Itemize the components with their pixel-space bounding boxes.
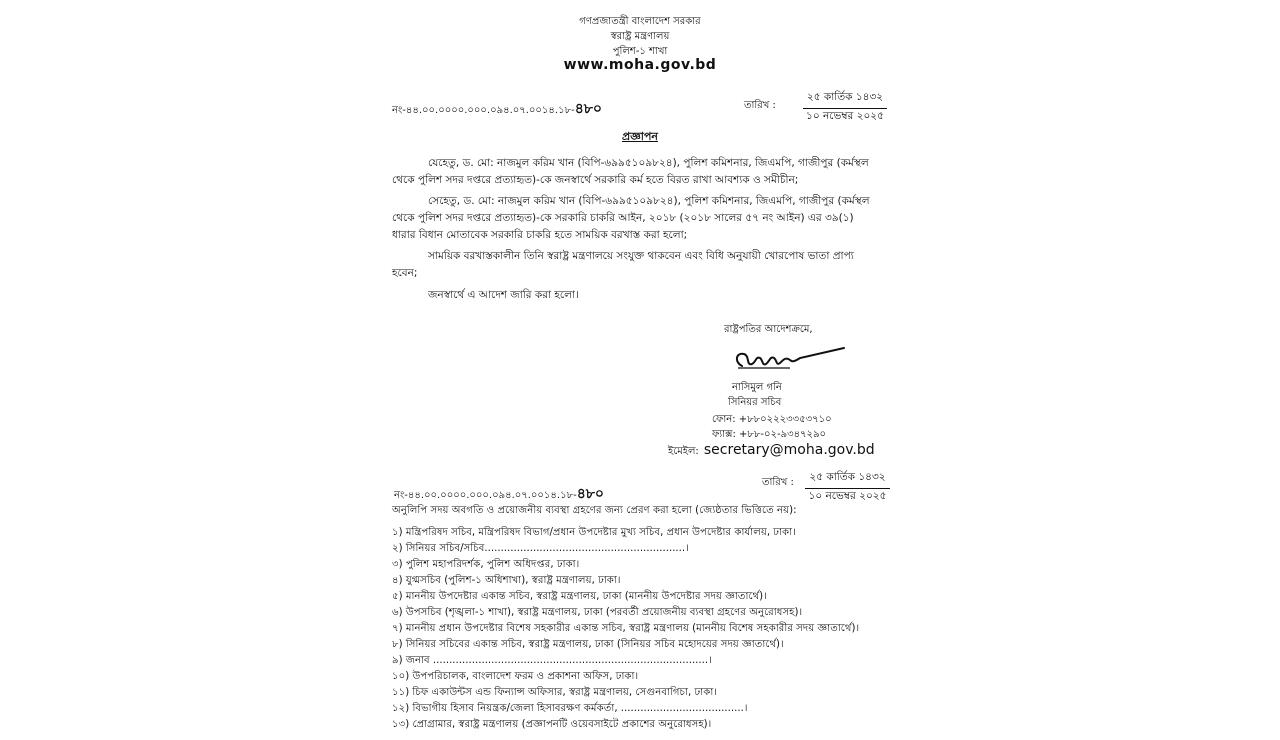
header-website: www.moha.gov.bd [563,57,717,73]
list-item: ১৩) প্রোগ্রামার, স্বরাষ্ট্র মন্ত্রণালয় (প্রজ্ঞাপনটি ওয়েবসাইটে প্রকাশের অনুরোধসহ)। [392,719,712,730]
copy-number-suffix: ৪৮০ [576,486,604,502]
para2-line2: থেকে পুলিশ সদর দপ্তরে প্রত্যাহৃত)-কে সরকারি চাকরি আইন, ২০১৮ (২০১৮ সালের ৫৭ নং আইন) এর ৩৯(১) [392,212,854,224]
list-item: ৩) পুলিশ মহাপরিদর্শক, পুলিশ অধিদপ্তর, ঢাকা। [392,559,580,570]
para1-line1: যেহেতু, ড. মো: নাজমুল করিম খান (বিপি-৬৯৯৫১০৯৮২৪), পুলিশ কমিশনার, জিএমপি, গাজীপুর (কর্মস্থল [428,157,869,169]
email-label: ইমেইল: [668,446,699,457]
copy-date-label: তারিখ : [762,477,794,488]
list-item: ৮) সিনিয়র সচিবের একান্ত সচিব, স্বরাষ্ট্র মন্ত্রণালয়, ঢাকা (সিনিয়র সচিব মহোদয়ের সদয় জ্ঞাতার্থে)। [392,639,784,650]
memo-date-bangla: ২৫ কার্তিক ১৪৩২ [803,90,887,109]
list-item: ১০) উপপরিচালক, বাংলাদেশ ফরম ও প্রকাশনা অফিস, ঢাকা। [392,671,639,682]
list-item: ১) মন্ত্রিপরিষদ সচিব, মন্ত্রিপরিষদ বিভাগ/প্রধান উপদেষ্টার মুখ্য সচিব, প্রধান উপদেষ্টার কার্যালয়, ঢাকা। [392,527,796,538]
memo-date-english: ১০ নভেম্বর ২০২৫ [806,110,884,122]
para4: জনস্বার্থে এ আদেশ জারি করা হলো। [428,289,579,301]
para3-line2: হবেন; [392,267,418,279]
para2-line1: সেহেতু, ড. মো: নাজমুল করিম খান (বিপি-৬৯৯৫১০৯৮২৪), পুলিশ কমিশনার, জিএমপি, গাজীপুর (কর্মস্থল [428,195,870,207]
memo-number [392,97,602,121]
para3-line1: সাময়িক বরখাস্তকালীন তিনি স্বরাষ্ট্র মন্ত্রণালয়ে সংযুক্ত থাকবেন এবং বিধি অনুযায়ী খোরপোষ ভাতা প্রাপ্য [428,250,854,262]
signature-image [730,344,850,374]
by-order-text: রাষ্ট্রপতির আদেশক্রমে, [724,324,813,335]
notice-title: প্রজ্ঞাপন [622,130,658,143]
header-government: গণপ্রজাতন্ত্রী বাংলাদেশ সরকার [579,16,701,27]
email-address[interactable]: secretary@moha.gov.bd [703,442,875,458]
signatory-fax: ফ্যাক্স: +৮৮-০২-৯৩৪৭২৯০ [712,429,827,440]
para2-line3: ধারার বিধান মোতাবেক সরকারি চাকরি হতে সাময়িক বরখাস্ত করা হলো; [392,229,688,241]
memo-date [800,90,890,126]
signatory-phone: ফোন: +৮৮০২২২৩৩৫৩৭১০ [712,414,832,425]
signatory-designation: সিনিয়র সচিব [728,397,782,408]
signatory-email-line [668,439,875,461]
signatory-name: নাসিমুল গনি [732,382,782,393]
header-section: পুলিশ-১ শাখা [612,46,668,57]
memo-number-prefix: নং-৪৪.০০.০০০০.০০০.০৯৪.০৭.০০১৪.১৮- [392,105,575,116]
list-item: ৭) মাননীয় প্রধান উপদেষ্টার বিশেষ সহকারীর একান্ত সচিব, স্বরাষ্ট্র মন্ত্রণালয় (মাননীয় বিশেষ সহকারীর সদয় জ্ঞাতার্থে)। [392,623,860,634]
list-item: ১২) বিভাগীয় হিসাব নিয়ন্ত্রক/জেলা হিসাবরক্ষণ কর্মকর্তা, ......................................। [392,703,748,714]
header-ministry: স্বরাষ্ট্র মন্ত্রণালয় [610,31,670,42]
para1-line2: থেকে পুলিশ সদর দপ্তরে প্রত্যাহৃত)-কে জনস্বার্থে সরকারি কর্ম হতে বিরত রাখা আবশ্যক ও সমীচীন; [392,174,799,186]
list-item: ৫) মাননীয় উপদেষ্টার একান্ত সচিব, স্বরাষ্ট্র মন্ত্রণালয়, ঢাকা (মাননীয় উপদেষ্টার সদয় জ্ঞাতার্থে)। [392,591,767,602]
copy-date-bangla: ২৫ কার্তিক ১৪৩২ [805,470,889,489]
list-item: ২) সিনিয়র সচিব/সচিব..............................................................। [392,543,689,554]
memo-date-label: তারিখ : [744,100,776,111]
list-item: ৪) যুগ্মসচিব (পুলিশ-১ অধিশাখা), স্বরাষ্ট্র মন্ত্রণালয়, ঢাকা। [392,575,621,586]
copy-date-english: ১০ নভেম্বর ২০২৫ [808,490,887,502]
memo-number-suffix: ৪৮০ [574,101,602,117]
copy-date [800,470,895,506]
list-item: ১১) চিফ একাউন্টস এন্ড ফিন্যান্স অফিসার, স্বরাষ্ট্র মন্ত্রণালয়, সেগুনবাগিচা, ঢাকা। [392,687,717,698]
copy-number-prefix: নং-৪৪.০০.০০০০.০০০.০৯৪.০৭.০০১৪.১৮- [394,490,577,501]
list-item: ৬) উপসচিব (শৃঙ্খলা-১ শাখা), স্বরাষ্ট্র মন্ত্রণালয়, ঢাকা (পরবর্তী প্রয়োজনীয় ব্যবস্থা গ্রহণের অনুরোধসহ)। [392,607,803,618]
list-item: ৯) জনাব .....................................................................................। [392,655,712,666]
copy-intro: অনুলিপি সদয় অবগতি ও প্রয়োজনীয় ব্যবস্থা গ্রহণের জন্য প্রেরণ করা হলো (জ্যেষ্ঠতার ভিত্তিতে নয়): [392,505,797,516]
